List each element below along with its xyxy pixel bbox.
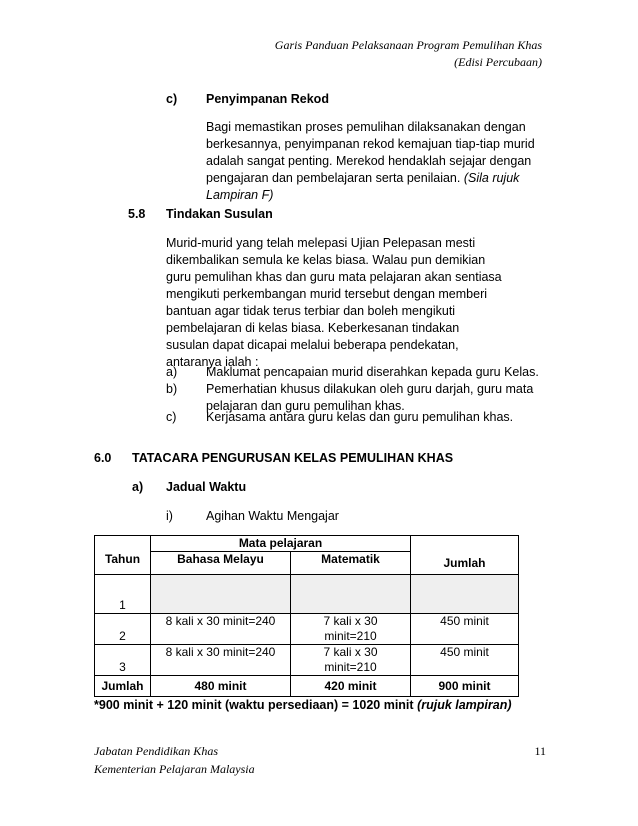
table-total-row: [95, 675, 519, 696]
header-bahasa-melayu: Bahasa Melayu: [151, 552, 291, 575]
table-row: [95, 644, 519, 675]
total-mt: 420 minit: [291, 675, 411, 696]
timetable: [94, 535, 519, 697]
list-item-label: a): [166, 365, 178, 379]
section-58-line: mengikuti perkembangan murid tersebut dengan memberi: [166, 287, 488, 301]
section-58-line: dikembalikan semula ke kelas biasa. Walau pun demikian: [166, 253, 486, 267]
time-note-main: *900 minit + 120 minit (waktu persediaan) = 1020 minit: [94, 698, 414, 712]
subsubsection-i-label: i): [166, 509, 173, 523]
running-header-edition: (Edisi Percubaan): [454, 55, 542, 69]
table-row: [95, 613, 519, 644]
list-item-label: c): [166, 410, 177, 424]
table-header-row: [95, 536, 519, 552]
cell-mt: 7 kali x 30 minit=210: [291, 644, 411, 675]
subsection-a-title: Jadual Waktu: [166, 480, 247, 494]
cell-jumlah: 450 minit: [411, 644, 519, 675]
section-c-ref: (Sila rujuk: [463, 171, 520, 185]
section-58-line: susulan dapat dicapai melalui beberapa pendekatan,: [166, 338, 459, 352]
list-item: Maklumat pencapaian murid diserahkan kepada guru Kelas.: [206, 365, 539, 379]
section-c-line: Bagi memastikan proses pemulihan dilaksanakan dengan: [206, 120, 526, 134]
header-mata-pelajaran: Mata pelajaran: [151, 536, 411, 552]
list-item-cont: pelajaran dan guru pemulihan khas.: [206, 399, 405, 413]
cell-mt: [291, 574, 411, 613]
header-tahun: Tahun: [95, 552, 151, 575]
header-matematik: Matematik: [291, 552, 411, 575]
cell-mt: 7 kali x 30 minit=210: [291, 613, 411, 644]
section-60-title: TATACARA PENGURUSAN KELAS PEMULIHAN KHAS: [132, 451, 454, 465]
cell-bm: 8 kali x 30 minit=240: [151, 644, 291, 675]
footer-department: Jabatan Pendidikan Khas: [94, 744, 218, 758]
time-note: [94, 698, 512, 712]
cell-tahun: 3: [95, 644, 151, 675]
section-58-line: Murid-murid yang telah melepasi Ujian Pelepasan mesti: [166, 236, 476, 250]
section-c-line: berkesannya, penyimpanan rekod kemajuan tiap-tiap murid: [206, 137, 535, 151]
section-c-line: adalah sangat penting. Merekod hendaklah sejajar dengan: [206, 154, 532, 168]
section-58-line: pembelajaran di kelas biasa. Keberkesanan tindakan: [166, 321, 460, 335]
cell-bm: [151, 574, 291, 613]
section-58-paragraph: [166, 235, 502, 371]
section-58-line: antaranya ialah :: [166, 355, 259, 369]
page-number: 11: [534, 744, 546, 758]
section-c-ref-cont: Lampiran F): [206, 188, 274, 202]
section-c-line: pengajaran dan pembelajaran serta penilaian. (Sila rujuk: [206, 171, 520, 185]
subsection-a-label: a): [132, 480, 144, 494]
list-item: Kerjasama antara guru kelas dan guru pemulihan khas.: [206, 410, 514, 424]
total-jumlah: 900 minit: [411, 675, 519, 696]
section-58-number: 5.8: [128, 207, 146, 221]
cell-tahun: 2: [95, 613, 151, 644]
time-note-ref: (rujuk lampiran): [417, 698, 512, 712]
header-jumlah: Jumlah: [411, 552, 519, 575]
cell-bm: 8 kali x 30 minit=240: [151, 613, 291, 644]
table-row: [95, 574, 519, 613]
total-bm: 480 minit: [151, 675, 291, 696]
cell-jumlah: 450 minit: [411, 613, 519, 644]
footer-ministry: Kementerian Pelajaran Malaysia: [94, 762, 255, 776]
table-header-row: [95, 552, 519, 575]
section-60-number: 6.0: [94, 451, 112, 465]
section-c-label: c): [166, 92, 178, 106]
section-c-paragraph: [206, 119, 535, 204]
cell-tahun: 1: [95, 574, 151, 613]
cell-jumlah: [411, 574, 519, 613]
section-58-line: guru pemulihan khas dan guru mata pelajaran akan sentiasa: [166, 270, 502, 284]
section-58-title: Tindakan Susulan: [166, 207, 273, 221]
running-header-title: Garis Panduan Pelaksanaan Program Pemulihan Khas: [274, 38, 542, 52]
section-58-line: bantuan agar tidak terus terbiar dan boleh mengikuti: [166, 304, 456, 318]
section-c-title: Penyimpanan Rekod: [206, 92, 329, 106]
subsubsection-i-title: Agihan Waktu Mengajar: [206, 509, 339, 523]
list-item-label: b): [166, 382, 178, 396]
list-item: Pemerhatian khusus dilakukan oleh guru darjah, guru mata: [206, 382, 534, 396]
total-label: Jumlah: [95, 675, 151, 696]
